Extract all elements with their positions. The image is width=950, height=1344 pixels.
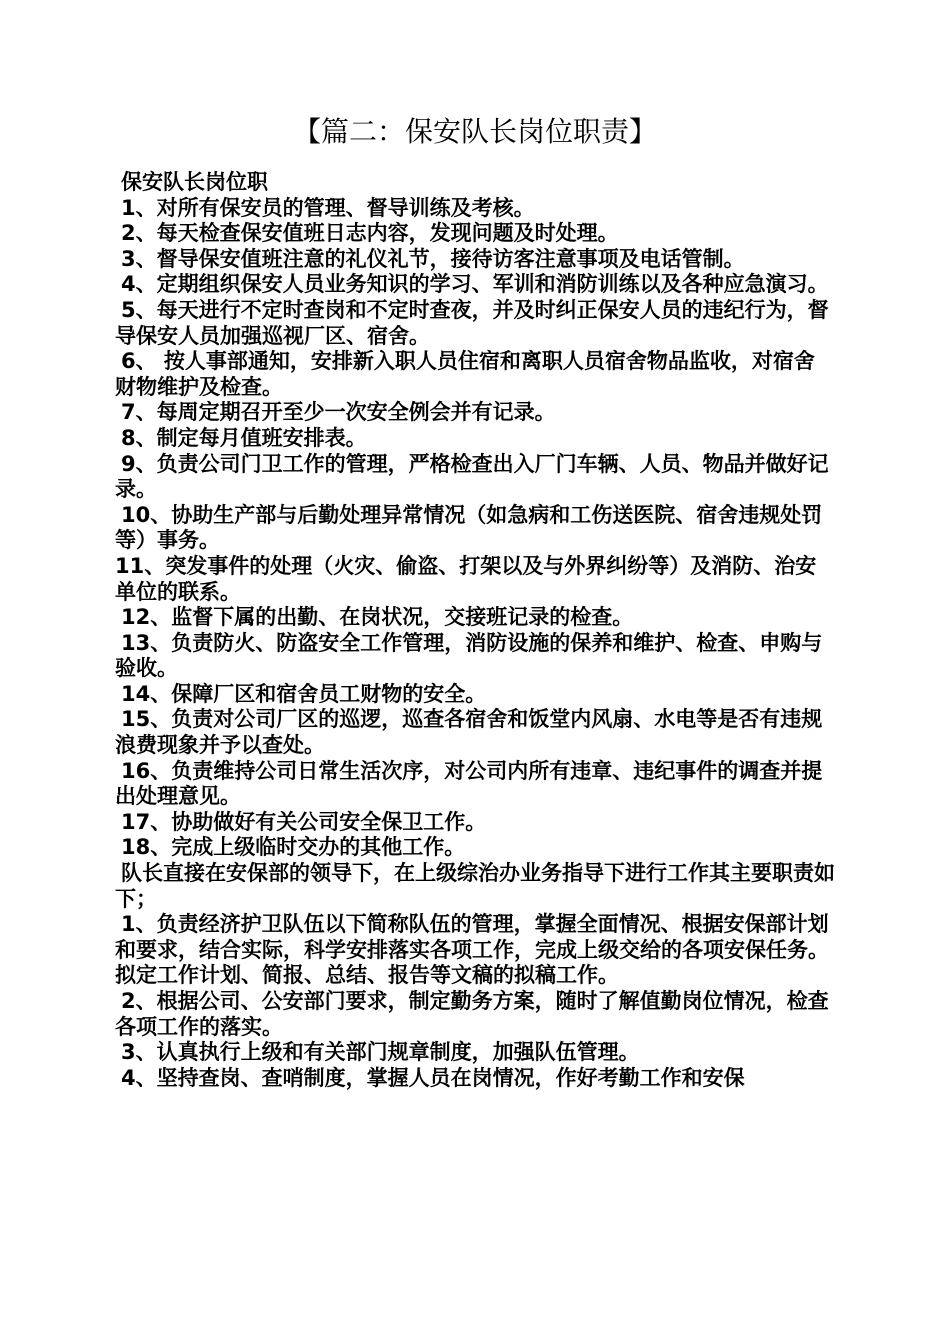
paragraph: 12、监督下属的出勤、在岗状况，交接班记录的检查。: [121, 605, 634, 630]
paragraph: 1、负责经济护卫队伍以下简称队伍的管理，掌握全面情况、根据安保部计划和要求，结合实际，科学安排落实各项工作，完成上级交给的各项安保任务。拟定工作计划、简报、总结、报告等文稿的拟稿工作。: [115, 912, 829, 988]
paragraph: 5、每天进行不定时查岗和不定时查夜，并及时纠正保安人员的违纪行为，督导保安人员加强巡视厂区、宿舍。: [115, 297, 829, 348]
paragraph-heading: 保安队长岗位职: [121, 170, 268, 194]
paragraph: 14、保障厂区和宿舍员工财物的安全。: [121, 681, 487, 706]
paragraph: 17、协助做好有关公司安全保卫工作。: [121, 809, 487, 834]
document-body: [115, 170, 835, 1091]
paragraph: 10、协助生产部与后勤处理异常情况（如急病和工伤送医院、宿舍违规处罚等）事务。: [115, 502, 823, 553]
paragraph: 队长直接在安保部的领导下，在上级综治办业务指导下进行工作其主要职责如下；: [115, 861, 835, 911]
paragraph: 13、负责防火、防盗安全工作管理，消防设施的保养和维护、检查、申购与验收。: [115, 630, 823, 681]
paragraph: 18、完成上级临时交办的其他工作。: [121, 835, 466, 860]
paragraph: 16、负责维持公司日常生活次序，对公司内所有违章、违纪事件的调查并提出处理意见。: [115, 758, 823, 809]
paragraph: 6、 按人事部通知，安排新入职人员住宿和离职人员宿舍物品监收，对宿舍财物维护及检查。: [115, 349, 815, 399]
paragraph: 8、制定每月值班安排表。: [121, 425, 367, 450]
paragraph: 11、突发事件的处理（火灾、偷盗、打架以及与外界纠纷等）及消防、治安单位的联系。: [115, 553, 817, 604]
paragraph: 1、对所有保安员的管理、督导训练及考核。: [121, 195, 535, 220]
paragraph: 9、负责公司门卫工作的管理，严格检查出入厂门车辆、人员、物品并做好记录。: [115, 451, 829, 502]
paragraph: 4、定期组织保安人员业务知识的学习、军训和消防训练以及各种应急演习。: [121, 272, 829, 297]
paragraph: 4、坚持查岗、查哨制度，掌握人员在岗情况，作好考勤工作和安保: [121, 1065, 745, 1090]
paragraph: 15、负责对公司厂区的巡逻，巡查各宿舍和饭堂内风扇、水电等是否有违规浪费现象并予以查处。: [115, 707, 823, 758]
paragraph: 2、每天检查保安值班日志内容，发现问题及时处理。: [121, 221, 619, 246]
paragraph: 3、认真执行上级和有关部门规章制度，加强队伍管理。: [121, 1040, 640, 1065]
paragraph: 3、督导保安值班注意的礼仪礼节，接待访客注意事项及电话管制。: [121, 246, 745, 271]
paragraph: 2、根据公司、公安部门要求，制定勤务方案，随时了解值勤岗位情况，检查各项工作的落实。: [115, 989, 829, 1039]
document-title: 【篇二：保安队长岗位职责】: [292, 115, 657, 148]
paragraph: 7、每周定期召开至少一次安全例会并有记录。: [121, 400, 556, 425]
